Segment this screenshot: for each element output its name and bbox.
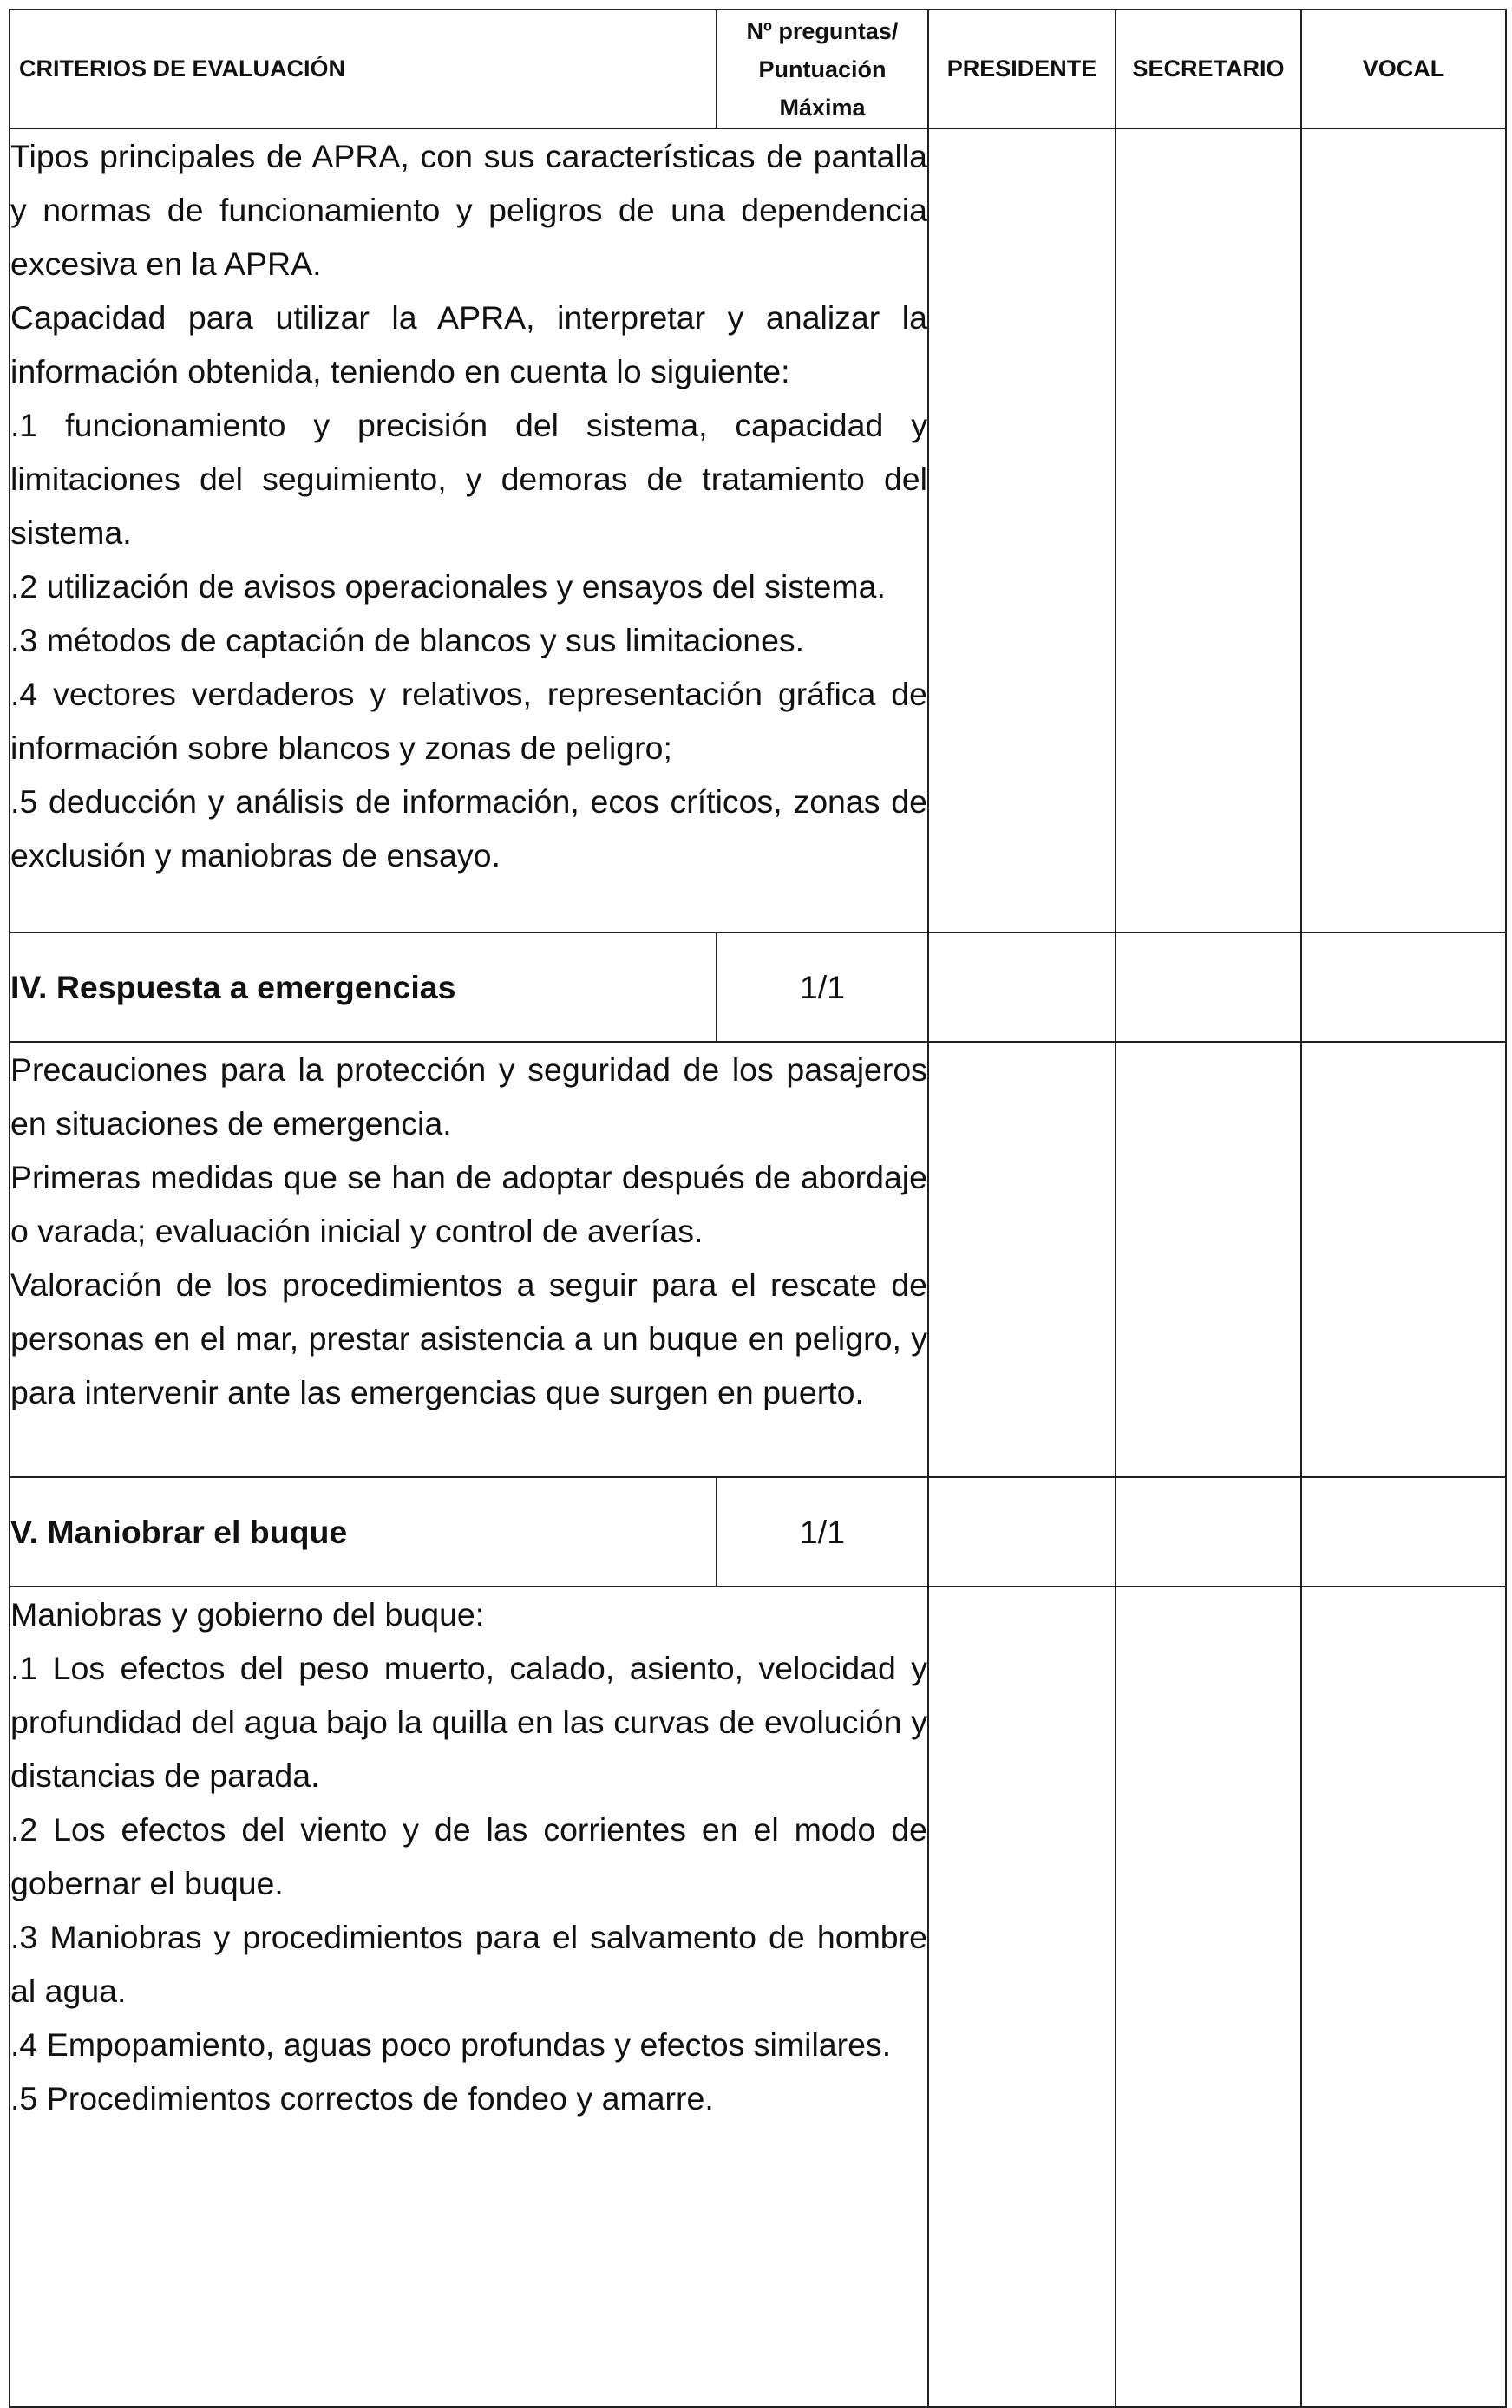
section-v-paragraph: .5 Procedimientos correctos de fondeo y amarre. (10, 2080, 714, 2117)
section-iv-paragraph: Primeras medidas que se han de adoptar después de abordaje o varada; evaluación inicial y control de averías. (10, 1159, 927, 1249)
section-v-paragraph: .1 Los efectos del peso muerto, calado, asiento, velocidad y profundidad del agua bajo la quilla en las curvas de evolución y distancias de parada. (10, 1650, 927, 1794)
header-secretary: SECRETARIO (1116, 10, 1301, 128)
header-questions-line2: Puntuación (758, 56, 887, 82)
section-iv-paragraph: Precauciones para la protección y seguridad de los pasajeros en situaciones de emergencia. (10, 1051, 927, 1142)
section-iv-header-row (10, 932, 1506, 1042)
section-v-header-row (10, 1477, 1506, 1587)
section-v-paragraph: Maniobras y gobierno del buque: (10, 1596, 485, 1633)
vocal-cell (1301, 1042, 1506, 1477)
apra-paragraph: .4 vectores verdaderos y relativos, representación gráfica de información sobre blancos y zonas de peligro; (10, 676, 927, 766)
apra-paragraph: .2 utilización de avisos operacionales y ensayos del sistema. (10, 568, 886, 605)
section-v-title: V. Maniobrar el buque (10, 1477, 717, 1587)
header-criteria: CRITERIOS DE EVALUACIÓN (10, 10, 717, 128)
vocal-cell (1301, 1587, 1506, 2407)
vocal-cell (1301, 1477, 1506, 1587)
president-cell (928, 932, 1116, 1042)
section-v-paragraph: .4 Empopamiento, aguas poco profundas y efectos similares. (10, 2026, 892, 2063)
section-v-criteria-row (10, 1587, 1506, 2407)
section-v-score: 1/1 (717, 1477, 928, 1587)
president-cell (928, 1042, 1116, 1477)
apra-paragraph: Capacidad para utilizar la APRA, interpretar y analizar la información obtenida, teniendo en cuenta lo siguiente: (10, 299, 927, 389)
vocal-cell (1301, 932, 1506, 1042)
president-cell (928, 128, 1116, 932)
evaluation-criteria-table (9, 9, 1507, 2408)
header-questions-line3: Máxima (779, 94, 866, 121)
table-header-row (10, 10, 1506, 128)
apra-paragraph: .5 deducción y análisis de información, ecos críticos, zonas de exclusión y maniobras de ensayo. (10, 783, 927, 874)
header-president: PRESIDENTE (928, 10, 1116, 128)
section-iv-criteria-row (10, 1042, 1506, 1477)
apra-criteria-row (10, 128, 1506, 932)
secretary-cell (1116, 1587, 1301, 2407)
secretary-cell (1116, 1477, 1301, 1587)
president-cell (928, 1477, 1116, 1587)
section-iv-paragraph: Valoración de los procedimientos a seguir para el rescate de personas en el mar, prestar asistencia a un buque en peligro, y para intervenir ante las emergencias que surgen en puerto. (10, 1266, 927, 1410)
apra-paragraph: Tipos principales de APRA, con sus características de pantalla y normas de funcionamiento y peligros de una dependencia excesiva en la APRA. (10, 138, 927, 282)
secretary-cell (1116, 932, 1301, 1042)
apra-criteria-text (10, 128, 928, 932)
secretary-cell (1116, 128, 1301, 932)
apra-paragraph: .3 métodos de captación de blancos y sus limitaciones. (10, 622, 805, 658)
section-iv-score: 1/1 (717, 932, 928, 1042)
president-cell (928, 1587, 1116, 2407)
section-v-criteria-text (10, 1587, 928, 2407)
header-vocal: VOCAL (1301, 10, 1506, 128)
section-iv-criteria-text (10, 1042, 928, 1477)
apra-paragraph: .1 funcionamiento y precisión del sistema, capacidad y limitaciones del seguimiento, y demoras de tratamiento del sistema. (10, 407, 927, 551)
section-v-paragraph: .3 Maniobras y procedimientos para el salvamento de hombre al agua. (10, 1919, 927, 2009)
secretary-cell (1116, 1042, 1301, 1477)
vocal-cell (1301, 128, 1506, 932)
section-iv-title: IV. Respuesta a emergencias (10, 932, 717, 1042)
section-v-paragraph: .2 Los efectos del viento y de las corrientes en el modo de gobernar el buque. (10, 1811, 927, 1901)
header-questions-score (717, 10, 928, 128)
header-questions-line1: Nº preguntas/ (746, 17, 899, 44)
